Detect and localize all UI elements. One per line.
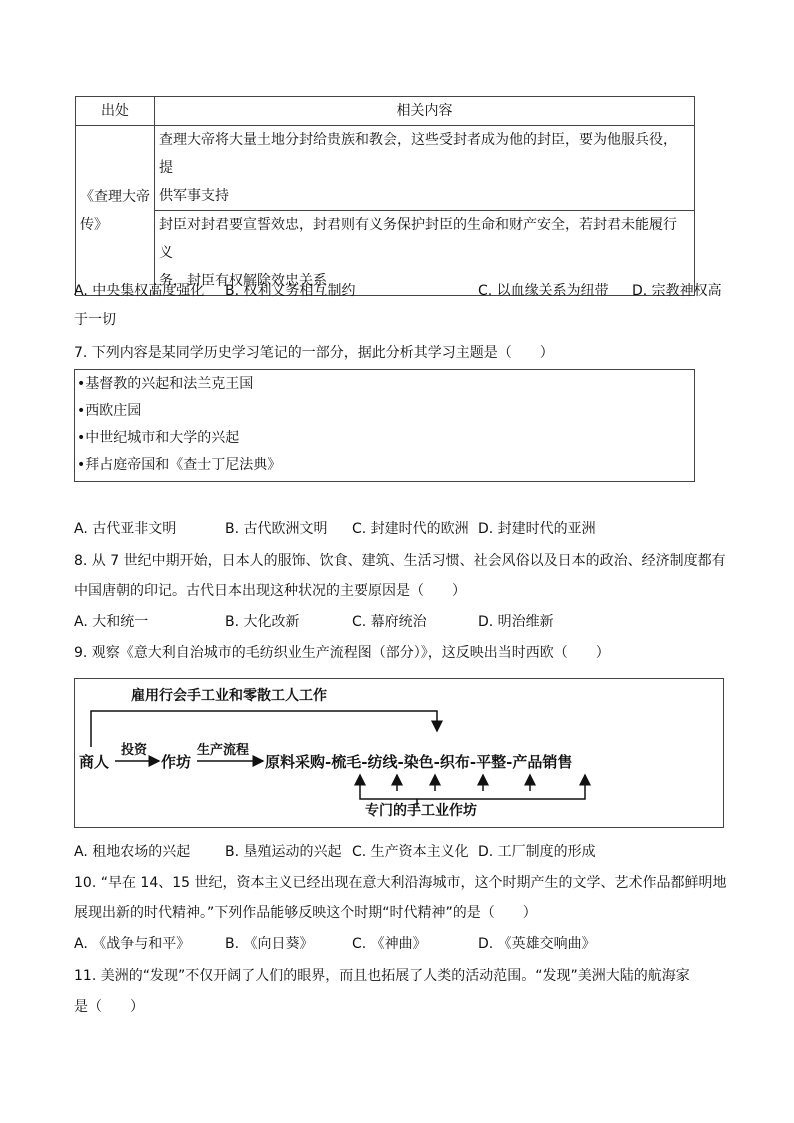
table-header-source: 出处 (76, 97, 155, 126)
flow-top-label: 雇用行会手工业和零散工人工作 (131, 688, 327, 704)
row1-line-2: 供军事支持 (159, 188, 229, 204)
q6-option-d-continuation: 于一切 (74, 312, 116, 328)
flow-chain: 原料采购-梳毛-纺线-染色-织布-平整-产品销售 (265, 753, 573, 771)
q9-option-b[interactable]: B. 垦殖运动的兴起 (225, 844, 342, 860)
source-line-1: 《查理大帝 (80, 188, 150, 205)
q7-option-b[interactable]: B. 古代欧洲文明 (225, 521, 328, 537)
flow-workshop: 作坊 (161, 753, 192, 771)
q7-note-3: •中世纪城市和大学的兴起 (77, 430, 240, 446)
q10-option-d[interactable]: D. 《英雄交响曲》 (478, 936, 596, 952)
q10-option-c[interactable]: C. 《神曲》 (352, 936, 427, 952)
q8-option-c[interactable]: C. 幕府统治 (352, 614, 427, 630)
q6-option-d[interactable]: D. 宗教神权高 (632, 283, 722, 299)
flow-merchant: 商人 (79, 753, 110, 771)
q8-option-b[interactable]: B. 大化改新 (225, 614, 300, 630)
q11-stem-line-2: 是（ ） (74, 999, 144, 1015)
q9-option-d[interactable]: D. 工厂制度的形成 (478, 844, 596, 860)
q10-stem-line-2: 展现出新的时代精神。”下列作品能够反映这个时期“时代精神”的是（ ） (74, 905, 537, 921)
row2-line-1: 封臣对封君要宣誓效忠，封君则有义务保护封臣的生命和财产安全，若封君未能履行义 (159, 217, 677, 261)
q8-option-d[interactable]: D. 明治维新 (478, 614, 554, 630)
q7-notes-box (74, 369, 695, 482)
q9-flow-figure (74, 678, 724, 828)
q7-option-c[interactable]: C. 封建时代的欧洲 (352, 521, 469, 537)
flow-bottom-label: 专门的手工业作坊 (365, 803, 477, 819)
flow-invest-label: 投资 (121, 743, 148, 758)
source-table (75, 96, 695, 296)
q6-option-c[interactable]: C. 以血缘关系为纽带 (478, 283, 609, 299)
q6-option-a[interactable]: A. 中央集权高度强化 (74, 283, 205, 299)
q7-option-d[interactable]: D. 封建时代的亚洲 (478, 521, 596, 537)
q7-note-2: •西欧庄园 (77, 403, 142, 419)
q10-stem-line-1: 10. “早在 14、15 世纪，资本主义已经出现在意大利沿海城市，这个时期产生的文学、艺术作品都鲜明地 (74, 875, 727, 891)
q10-option-b[interactable]: B. 《向日葵》 (225, 936, 314, 952)
q9-stem: 9. 观察《意大利自治城市的毛纺织业生产流程图（部分）》，这反映出当时西欧（ ） (74, 645, 610, 661)
q8-option-a[interactable]: A. 大和统一 (74, 614, 149, 630)
table-header-content: 相关内容 (155, 97, 695, 126)
row1-line-1: 查理大帝将大量土地分封给贵族和教会，这些受封者成为他的封臣，要为他服兵役，提 (159, 132, 677, 176)
q7-note-4: •拜占庭帝国和《查士丁尼法典》 (77, 457, 282, 473)
table-cell-row1 (155, 126, 695, 211)
q7-note-1: •基督教的兴起和法兰克王国 (77, 376, 254, 392)
table-cell-source (76, 126, 155, 296)
row2-line-2: 务，封臣有权解除效忠关系 (159, 273, 327, 289)
q10-option-a[interactable]: A. 《战争与和平》 (74, 936, 191, 952)
q9-option-a[interactable]: A. 租地农场的兴起 (74, 844, 191, 860)
bottom-bracket (360, 791, 585, 799)
q7-stem: 7. 下列内容是某同学历史学习笔记的一部分，据此分析其学习主题是（ ） (74, 345, 554, 361)
q7-option-a[interactable]: A. 古代亚非文明 (74, 521, 177, 537)
q11-stem-line-1: 11. 美洲的“发现”不仅开阔了人们的眼界，而且也拓展了人类的活动范围。“发现”美洲大陆的航海家 (74, 968, 690, 984)
q8-stem-line-1: 8. 从 7 世纪中期开始，日本人的服饰、饮食、建筑、生活习惯、社会风俗以及日本的政治、经济制度都有 (74, 553, 726, 569)
source-line-2: 传》 (80, 216, 108, 233)
q8-stem-line-2: 中国唐朝的印记。古代日本出现这种状况的主要原因是（ ） (74, 583, 466, 599)
flow-process-label: 生产流程 (197, 743, 250, 758)
q9-option-c[interactable]: C. 生产资本主义化 (352, 844, 469, 860)
q6-option-b[interactable]: B. 权利义务相互制约 (225, 283, 356, 299)
